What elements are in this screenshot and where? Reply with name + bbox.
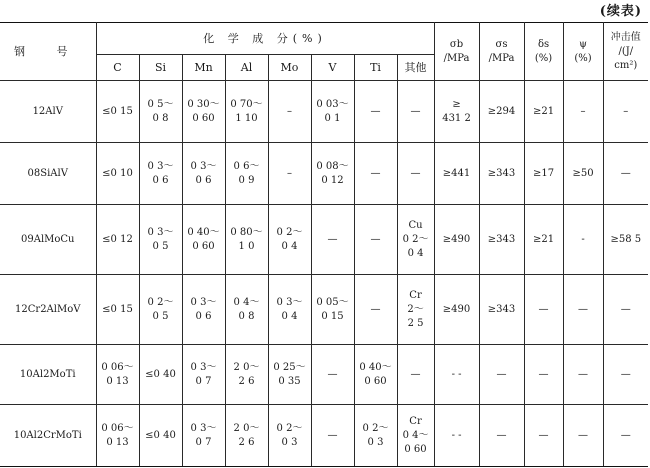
psi-unit: (%) <box>574 52 592 64</box>
cell-line: 0 7 <box>195 375 212 387</box>
composition-cell <box>182 275 225 345</box>
mechanical-cell <box>434 81 479 143</box>
composition-cell <box>139 275 182 345</box>
sigma-b-symbol: σb <box>449 38 464 50</box>
cell-line: – <box>287 167 292 179</box>
cell-line: 0 8 <box>152 112 169 124</box>
cell-line: 0 2～ <box>147 296 174 308</box>
delta-unit: (%) <box>534 52 553 64</box>
cell-line: ≥343 <box>487 303 516 315</box>
composition-cell <box>354 405 397 467</box>
cell-line: — <box>370 105 381 117</box>
mechanical-cell <box>563 205 603 275</box>
cell-line: 0 4 <box>281 310 298 322</box>
composition-cell <box>311 143 354 205</box>
composition-cell <box>268 81 311 143</box>
composition-cell <box>397 405 434 467</box>
cell-line: — <box>496 368 507 380</box>
cell-line: - <box>581 233 585 245</box>
composition-cell <box>311 275 354 345</box>
cell-line: ≤0 40 <box>145 429 176 441</box>
grade-cell: 08SiAlV <box>0 143 96 205</box>
cell-line: ≥21 <box>532 105 555 117</box>
delta-symbol: δs <box>537 38 550 50</box>
composition-cell <box>225 275 268 345</box>
cell-line: 0 6 <box>195 310 212 322</box>
composition-cell <box>96 345 139 405</box>
composition-header: 化 学 成 分(%) <box>96 23 434 55</box>
cell-line: 0 40～ <box>359 361 392 373</box>
composition-cell <box>139 345 182 405</box>
cell-line: 0 80～ <box>230 226 263 238</box>
cell-line: 0 3 <box>281 436 298 448</box>
cell-line: — <box>538 429 549 441</box>
cell-line: ≥ <box>452 98 461 110</box>
grade-cell: 09AlMoCu <box>0 205 96 275</box>
cell-line: — <box>620 429 631 441</box>
cell-line: — <box>410 368 421 380</box>
cell-line: Cr <box>409 415 422 427</box>
composition-cell <box>96 81 139 143</box>
cell-line: — <box>538 303 549 315</box>
cell-line: ≤0 15 <box>102 303 133 315</box>
element-header-al: Al <box>225 55 268 81</box>
header-row-1 <box>0 23 648 55</box>
cell-line: 0 6～ <box>233 160 260 172</box>
cell-line: – <box>580 105 586 117</box>
composition-cell <box>311 405 354 467</box>
composition-cell <box>397 205 434 275</box>
composition-cell <box>397 143 434 205</box>
cell-line: 0 70～ <box>230 98 263 110</box>
mechanical-cell <box>479 275 524 345</box>
composition-cell <box>182 143 225 205</box>
grade-cell: 12Cr2AlMoV <box>0 275 96 345</box>
cell-line: 0 5 <box>152 240 169 252</box>
cell-line: 0 60 <box>192 240 215 252</box>
mechanical-cell <box>524 275 563 345</box>
cell-line: 2～ <box>407 303 424 315</box>
mechanical-cell <box>563 81 603 143</box>
cell-line: 0 12 <box>321 174 344 186</box>
cell-line: ≥294 <box>487 105 516 117</box>
cell-line: 0 3～ <box>147 160 174 172</box>
delta-header <box>524 23 563 81</box>
mechanical-cell <box>603 81 648 143</box>
cell-line: 0 60 <box>404 443 427 455</box>
cell-line: — <box>496 429 507 441</box>
cell-line: — <box>327 429 338 441</box>
composition-cell <box>268 345 311 405</box>
mechanical-cell <box>524 345 563 405</box>
mechanical-cell <box>434 143 479 205</box>
cell-line: ≥50 <box>572 167 594 179</box>
cell-line: 1 10 <box>235 112 258 124</box>
psi-header <box>563 23 603 81</box>
composition-cell <box>397 275 434 345</box>
cell-line: ≥343 <box>487 167 516 179</box>
psi-symbol: ψ <box>579 38 587 50</box>
continued-label: (续表) <box>599 4 642 19</box>
table-row <box>0 205 648 275</box>
cell-line: ≥490 <box>442 233 471 245</box>
composition-cell <box>397 345 434 405</box>
composition-cell <box>182 81 225 143</box>
cell-line: ≥343 <box>487 233 516 245</box>
cell-line: — <box>620 167 631 179</box>
sigma-s-unit: /MPa <box>488 52 515 64</box>
mechanical-cell <box>603 275 648 345</box>
cell-line: ≥441 <box>442 167 471 179</box>
cell-line: — <box>538 368 549 380</box>
cell-line: 0 15 <box>321 310 344 322</box>
mechanical-cell <box>479 81 524 143</box>
impact-header <box>603 23 648 81</box>
cell-line: 0 3 <box>367 436 384 448</box>
cell-line: - - <box>451 429 462 441</box>
composition-cell <box>182 205 225 275</box>
cell-line: 2 5 <box>407 317 424 329</box>
composition-cell <box>311 81 354 143</box>
cell-line: 0 3～ <box>190 160 217 172</box>
cell-line: — <box>370 233 381 245</box>
table-row <box>0 275 648 345</box>
cell-line: — <box>327 233 338 245</box>
impact-unit-1: /(J/ <box>618 45 634 57</box>
table-row <box>0 143 648 205</box>
cell-line: 0 3～ <box>147 226 174 238</box>
cell-line: 0 4 <box>281 240 298 252</box>
cell-line: 0 25～ <box>273 361 306 373</box>
cell-line: Cu <box>408 219 423 231</box>
element-header-v: V <box>311 55 354 81</box>
composition-cell <box>96 205 139 275</box>
impact-label: 冲击值 <box>610 31 641 43</box>
mechanical-cell <box>563 405 603 467</box>
sigma-s-symbol: σs <box>495 38 508 50</box>
composition-cell <box>225 81 268 143</box>
composition-cell <box>268 405 311 467</box>
cell-line: 0 5 <box>152 310 169 322</box>
cell-line: 0 3～ <box>190 422 217 434</box>
composition-cell <box>268 205 311 275</box>
cell-line: 0 30～ <box>187 98 220 110</box>
composition-cell <box>182 405 225 467</box>
cell-line: ≤0 10 <box>102 167 133 179</box>
composition-cell <box>354 143 397 205</box>
composition-cell <box>96 143 139 205</box>
grade-cell: 10Al2CrMoTi <box>0 405 96 467</box>
composition-cell <box>354 275 397 345</box>
composition-cell <box>397 81 434 143</box>
element-header-ti: Ti <box>354 55 397 81</box>
cell-line: 431 2 <box>442 112 471 124</box>
cell-line: – <box>287 105 292 117</box>
cell-line: 0 6 <box>152 174 169 186</box>
cell-line: 0 60 <box>364 375 387 387</box>
cell-line: 2 6 <box>238 375 255 387</box>
cell-line: 0 13 <box>106 436 129 448</box>
cell-line: — <box>578 368 589 380</box>
steel-composition-table <box>0 22 648 467</box>
composition-cell <box>225 405 268 467</box>
cell-line: ≥58 5 <box>610 233 642 245</box>
cell-line: 0 08～ <box>316 160 349 172</box>
cell-line: 0 2～ <box>276 422 303 434</box>
cell-line: — <box>327 368 338 380</box>
composition-cell <box>225 205 268 275</box>
table-row <box>0 81 648 143</box>
cell-line: — <box>370 167 381 179</box>
cell-line: 0 3～ <box>190 296 217 308</box>
mechanical-cell <box>434 275 479 345</box>
cell-line: — <box>620 368 631 380</box>
composition-cell <box>139 405 182 467</box>
cell-line: 0 05～ <box>316 296 349 308</box>
cell-line: 0 06～ <box>101 361 134 373</box>
element-header-mo: Mo <box>268 55 311 81</box>
cell-line: Cr <box>409 289 422 301</box>
mechanical-cell <box>524 205 563 275</box>
grade-header: 钢 号 <box>0 23 96 81</box>
cell-line: 0 03～ <box>316 98 349 110</box>
cell-line: – <box>623 105 629 117</box>
mechanical-cell <box>563 143 603 205</box>
cell-line: ≥17 <box>532 167 555 179</box>
mechanical-cell <box>603 405 648 467</box>
cell-line: - - <box>451 368 462 380</box>
cell-line: 0 3～ <box>190 361 217 373</box>
composition-cell <box>96 405 139 467</box>
grade-cell: 12AlV <box>0 81 96 143</box>
cell-line: ≥21 <box>532 233 555 245</box>
cell-line: 0 4～ <box>402 429 429 441</box>
cell-line: 2 0～ <box>233 361 260 373</box>
mechanical-cell <box>524 405 563 467</box>
cell-line: 0 4～ <box>233 296 260 308</box>
cell-line: 0 1 <box>324 112 341 124</box>
mechanical-cell <box>434 405 479 467</box>
mechanical-cell <box>479 205 524 275</box>
composition-cell <box>182 345 225 405</box>
composition-cell <box>139 205 182 275</box>
composition-cell <box>139 143 182 205</box>
mechanical-cell <box>603 143 648 205</box>
cell-line: 0 5～ <box>147 98 174 110</box>
cell-line: 0 6 <box>195 174 212 186</box>
composition-cell <box>311 345 354 405</box>
grade-cell: 10Al2MoTi <box>0 345 96 405</box>
sigma-b-unit: /MPa <box>443 52 470 64</box>
cell-line: — <box>410 167 421 179</box>
cell-line: 1 0 <box>238 240 255 252</box>
cell-line: 0 2～ <box>276 226 303 238</box>
composition-cell <box>354 205 397 275</box>
composition-cell <box>225 143 268 205</box>
cell-line: 0 3～ <box>276 296 303 308</box>
composition-cell <box>268 143 311 205</box>
element-header-other: 其他 <box>397 55 434 81</box>
cell-line: ≥490 <box>442 303 471 315</box>
cell-line: ≤0 40 <box>145 368 176 380</box>
cell-line: 0 2～ <box>402 233 429 245</box>
mechanical-cell <box>603 205 648 275</box>
cell-line: — <box>370 303 381 315</box>
element-header-mn: Mn <box>182 55 225 81</box>
cell-line: 0 35 <box>278 375 301 387</box>
composition-cell <box>96 275 139 345</box>
cell-line: 0 7 <box>195 436 212 448</box>
mechanical-cell <box>563 345 603 405</box>
table-body <box>0 81 648 467</box>
table-row <box>0 345 648 405</box>
impact-unit-2: cm²) <box>614 59 638 71</box>
mechanical-cell <box>479 345 524 405</box>
composition-cell <box>311 205 354 275</box>
composition-cell <box>139 81 182 143</box>
cell-line: — <box>620 303 631 315</box>
cell-line: 0 13 <box>106 375 129 387</box>
cell-line: — <box>410 105 421 117</box>
mechanical-cell <box>434 205 479 275</box>
element-header-c: C <box>96 55 139 81</box>
mechanical-cell <box>563 275 603 345</box>
mechanical-cell <box>434 345 479 405</box>
table-row <box>0 405 648 467</box>
cell-line: — <box>578 429 589 441</box>
composition-cell <box>268 275 311 345</box>
cell-line: ≤0 12 <box>102 233 133 245</box>
cell-line: 2 0～ <box>233 422 260 434</box>
sigma-b-header <box>434 23 479 81</box>
cell-line: 0 9 <box>238 174 255 186</box>
element-header-si: Si <box>139 55 182 81</box>
cell-line: 0 2～ <box>362 422 389 434</box>
cell-line: 0 06～ <box>101 422 134 434</box>
composition-cell <box>225 345 268 405</box>
cell-line: 2 6 <box>238 436 255 448</box>
mechanical-cell <box>479 405 524 467</box>
cell-line: — <box>578 303 589 315</box>
cell-line: 0 40～ <box>187 226 220 238</box>
sigma-s-header <box>479 23 524 81</box>
cell-line: 0 8 <box>238 310 255 322</box>
mechanical-cell <box>479 143 524 205</box>
cell-line: 0 4 <box>407 247 424 259</box>
cell-line: 0 60 <box>192 112 215 124</box>
cell-line: ≤0 15 <box>102 105 133 117</box>
composition-cell <box>354 81 397 143</box>
composition-cell <box>354 345 397 405</box>
mechanical-cell <box>603 345 648 405</box>
mechanical-cell <box>524 143 563 205</box>
mechanical-cell <box>524 81 563 143</box>
